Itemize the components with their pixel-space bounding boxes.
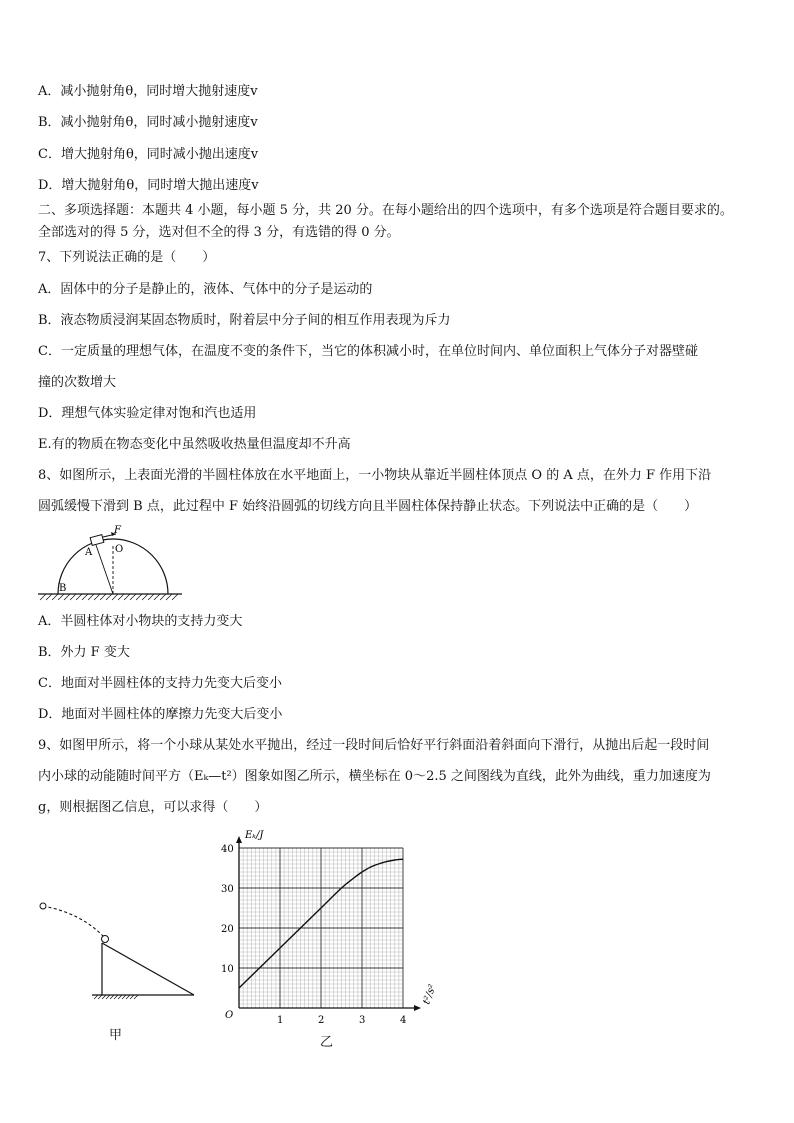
y-tick-label: 40 (221, 844, 234, 855)
section2-line2: 全部选对的得 5 分，选对但不全的得 3 分，有选错的得 0 分。 (38, 225, 400, 240)
y-tick-label: 30 (221, 884, 234, 895)
label-o: O (115, 544, 124, 555)
label-a: A (85, 547, 93, 558)
block-radius (96, 545, 113, 594)
incline-slope (102, 943, 194, 995)
q8-option-a: A．半圆柱体对小物块的支持力变大 (38, 614, 243, 629)
end-ball (102, 936, 109, 943)
label-f: F (114, 525, 121, 536)
x-tick-label: 2 (318, 1015, 325, 1026)
y-axis-arrow (236, 836, 242, 843)
q8-semicircle-figure (36, 525, 186, 603)
x-tick-label: 4 (400, 1015, 407, 1026)
q7-option-e: E.有的物质在物态变化中虽然吸收热量但温度却不升高 (38, 437, 351, 452)
q8-option-b: B．外力 F 变大 (38, 645, 130, 660)
y-axis-label: Eₖ/J (245, 830, 264, 841)
section2-line1: 二、多项选择题：本题共 4 小题，每小题 5 分，共 20 分。在每小题给出的四个选项中，有多个选项是符合题目要求的。 (38, 203, 733, 218)
start-ball (40, 903, 46, 909)
origin-label: O (225, 1010, 234, 1021)
y-tick-label: 10 (221, 964, 234, 975)
q6-option-b: B．减小抛射角θ，同时减小抛射速度v (38, 115, 258, 130)
q6-option-a: A．减小抛射角θ，同时增大抛射速度v (38, 84, 258, 99)
x-axis-label: t²/s² (421, 982, 439, 1007)
fig-yi-label: 乙 (320, 1035, 334, 1050)
q8-stem-line1: 8、如图所示，上表面光滑的半圆柱体放在水平地面上，一小物块从靠近半圆柱体顶点 O 的 A 点，在外力 F 作用下沿 (38, 468, 712, 483)
q7-option-a: A．固体中的分子是静止的，液体、气体中的分子是运动的 (38, 282, 373, 297)
q8-stem-line2: 圆弧缓慢下滑到 B 点，此过程中 F 始终沿圆弧的切线方向且半圆柱体保持静止状态。下列说法中正确的是（ ） (38, 499, 698, 514)
q9-stem-line3: g，则根据图乙信息，可以求得（ ） (38, 800, 268, 815)
q7-option-b: B．液态物质浸润某固态物质时，附着层中分子间的相互作用表现为斥力 (38, 313, 451, 328)
q8-option-c: C．地面对半圆柱体的支持力先变大后变小 (38, 676, 282, 691)
y-tick-label: 20 (221, 924, 234, 935)
x-axis-arrow (414, 1005, 421, 1011)
q9-stem-line1: 9、如图甲所示，将一个小球从某处水平抛出，经过一段时间后恰好平行斜面沿着斜面向下滑行，从抛出后起一段时间 (38, 738, 710, 753)
q7-option-d: D．理想气体实验定律对饱和汽也适用 (38, 406, 257, 421)
fig-jia-label: 甲 (109, 1028, 123, 1043)
q6-option-c: C．增大抛射角θ，同时减小抛出速度v (38, 147, 259, 162)
ground-hatching (40, 594, 178, 600)
trajectory (43, 906, 104, 937)
q9-chart-yi (215, 828, 455, 1028)
label-b: B (59, 583, 67, 594)
q7-option-c-cont: 撞的次数增大 (38, 375, 117, 390)
q6-option-d: D．增大抛射角θ，同时增大抛出速度v (38, 178, 259, 193)
q9-figure-jia (36, 895, 201, 1005)
x-tick-label: 3 (359, 1015, 366, 1026)
q7-option-c: C．一定质量的理想气体，在温度不变的条件下，当它的体积减小时，在单位时间内、单位面积上气体分子对器壁碰 (38, 344, 698, 359)
q7-stem: 7、下列说法正确的是（ ） (38, 250, 216, 265)
x-tick-label: 1 (277, 1015, 284, 1026)
q9-stem-line2: 内小球的动能随时间平方（Eₖ—t²）图象如图乙所示，横坐标在 0～2.5 之间图线为直线，此外为曲线，重力加速度为 (38, 769, 711, 784)
q8-option-d: D．地面对半圆柱体的摩擦力先变大后变小 (38, 707, 283, 722)
block (90, 535, 104, 546)
